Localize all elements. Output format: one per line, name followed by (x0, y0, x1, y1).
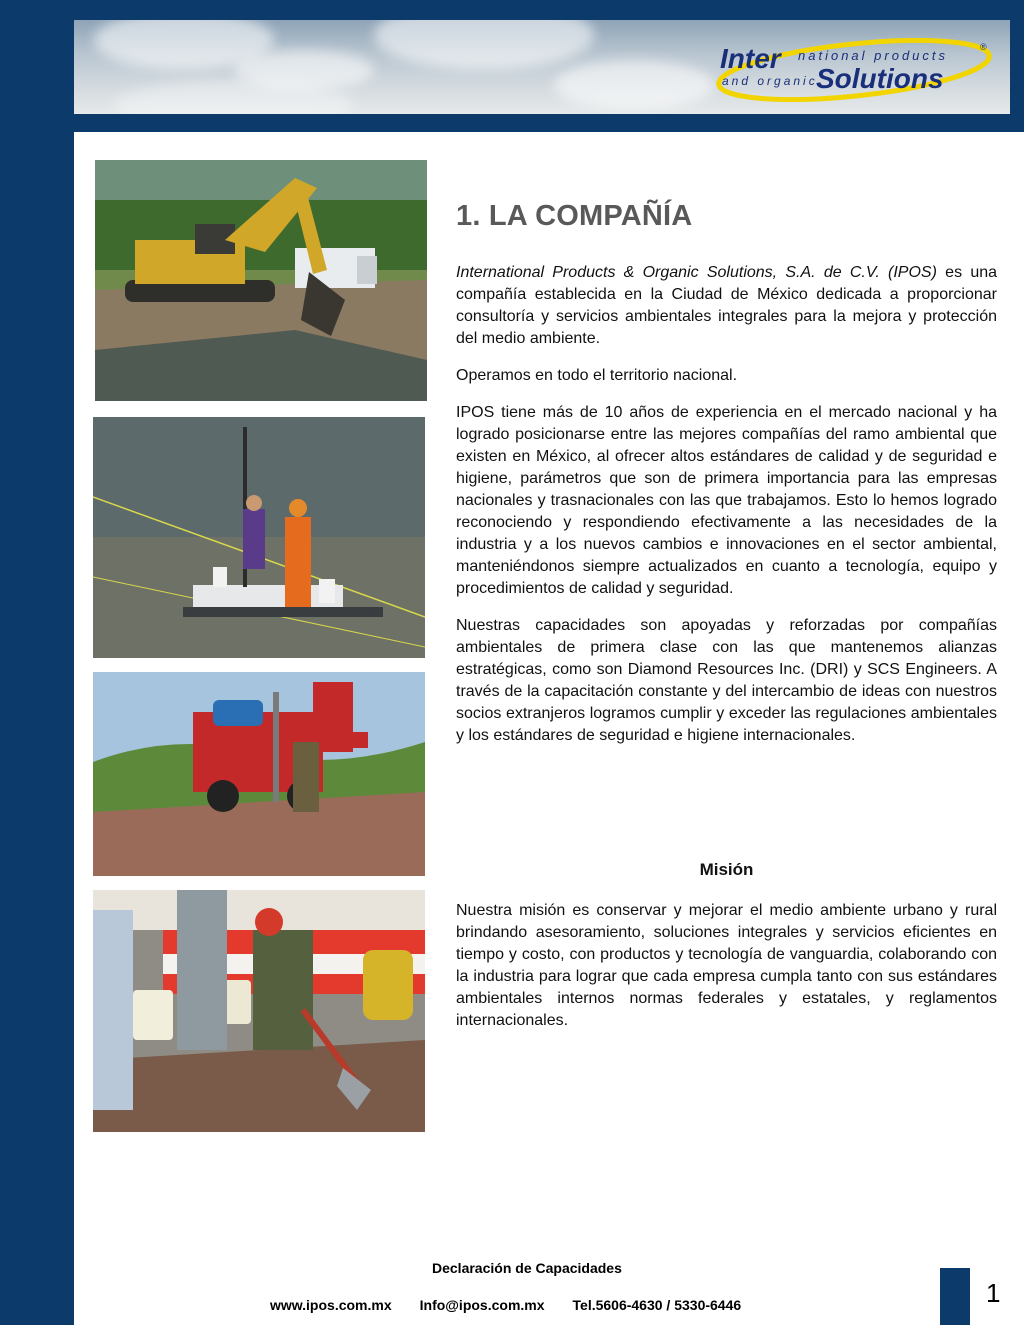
mission-heading: Misión (699, 860, 754, 879)
intro-paragraph (456, 262, 997, 350)
page-number-marker (940, 1268, 970, 1325)
water-sampling-photo (93, 417, 425, 658)
page-title: 1. LA COMPAÑÍA (456, 200, 693, 232)
mission-text: Nuestra misión es conservar y mejorar el medio ambiente urbano y rural brindando asesoramiento, soluciones integrales y servicios eficientes en tiempo y costo, con productos y tecnología de vanguardia, colaborando con la industria para lograr que cada empresa cumpla tanto con sus estándares ambientales internos normas federales y estatales, y reglamentos internacionales. (456, 902, 997, 1029)
drill-truck-scene-icon (93, 672, 425, 876)
raft-scene-icon (93, 417, 425, 658)
experience-paragraph: IPOS tiene más de 10 años de experiencia en el mercado nacional y ha logrado posicionarse entre las mejores compañías del ramo ambiental que existen en México, al ofrecer altos estándares de calidad y de seguridad e higiene, parámetros que son de primera importancia para las empresas nacionales y trasnacionales con las que trabajamos. Esto lo hemos logrado reconociendo y respondiendo efectivamente a las necesidades de la industria y a los nuevos cambios e innovaciones en el sector ambiental, manteniéndonos siempre actualizados en cuanto a tecnología, equipo y procedimientos de calidad y seguridad. (456, 404, 997, 597)
phone-number: Tel.5606-4630 / 5330-6446 (572, 1297, 742, 1313)
company-logo[interactable] (714, 38, 996, 102)
coverage-paragraph: Operamos en todo el territorio nacional. (456, 367, 738, 384)
page-number: 1 (986, 1278, 1001, 1308)
svg-text:national products: national products (798, 48, 949, 63)
website-link[interactable]: www.ipos.com.mx (270, 1297, 392, 1313)
partners-paragraph: Nuestras capacidades son apoyadas y reforzadas por compañías ambientales de primera clase con las que mantenemos alianzas estratégicas, como son Diamond Resources Inc. (DRI) y SCS Engineers. A través de la capacitación constante y del intercambio de ideas con nuestros socios extranjeros logramos cumplir y exceder las regulaciones ambientales y los estándares de seguridad e higiene internacionales. (456, 617, 997, 744)
svg-text:Solutions: Solutions (816, 63, 944, 94)
email-link[interactable]: Info@ipos.com.mx (419, 1297, 545, 1313)
footer-title: Declaración de Capacidades (432, 1260, 622, 1276)
excavator-photo (95, 160, 427, 401)
excavator-scene-icon (95, 160, 427, 401)
shovel-scene-icon (93, 890, 425, 1132)
intro-paragraph-text: es una compañía establecida en la Ciudad de México dedicada a proporcionar consultoría y servicios ambientales integrales para la mejora y protección del medio ambiente. (456, 264, 998, 347)
drilling-truck-photo (93, 672, 425, 876)
header-banner (74, 20, 1010, 114)
company-description (456, 262, 997, 762)
svg-text:®: ® (980, 42, 987, 52)
page-content (74, 132, 1024, 1325)
svg-text:and organic: and organic (722, 74, 818, 88)
footer-contact (270, 1297, 741, 1313)
company-full-name: International Products & Organic Solutions, S.A. de C.V. (IPOS) (456, 264, 937, 281)
svg-text:Inter: Inter (720, 43, 781, 74)
soil-digging-photo (93, 890, 425, 1132)
